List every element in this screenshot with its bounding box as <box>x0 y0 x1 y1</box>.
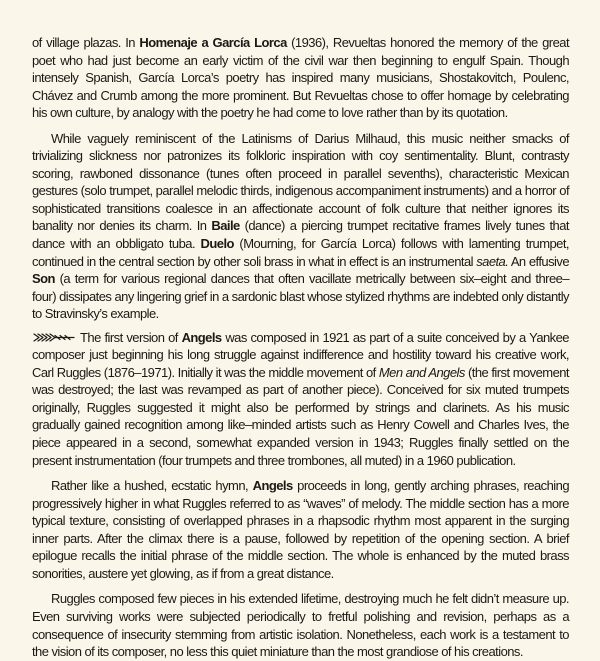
paragraph-text: (dance) a piercing trumpet recitative frames lively tunes that dance with an obbligato tuba. <box>32 218 569 252</box>
paragraph-text: (Mourning, for García Lorca) follows with lamenting trumpet, continued in the central section by other soli brass in what in effect is an instrumental <box>32 236 569 269</box>
paragraph-ruggles-revision <box>32 590 569 660</box>
paragraph-text: (1936), Revueltas honored the memory of the great poet who had just become an early victim of the civil war then beginning to engulf Spain. Though intensely Spanish, García Lorca’s poetry has inspired many musicians, Shostakovitch, Poulenc, Chávez and Crumb among the more prominent. But Revueltas chose to offer homage by celebrating his own culture, by analogy with the poetry he had come to love rather than by its quotation. <box>32 35 570 121</box>
movement-title-baile: Baile <box>211 218 240 234</box>
paragraph-text: of village plazas. In <box>32 35 140 50</box>
paragraph-milhaud <box>32 130 569 323</box>
work-title-homenaje: Homenaje a García Lorca <box>139 35 287 50</box>
paragraph-text: (the first movement was destroyed; the last was revamped as part of another piece). Conceived for six muted trumpets originally, Ruggles suggested it might also be performed by strings and clarinets. As his music gradually gained recognition among like–minded artists such as Henry Cowell and Charles Ives, the piece appeared in a second, somewhat expanded version in 1943; Ruggles finally settled on the present instrumentation (four trumpets and three trombones, all muted) in a 1960 publication. <box>32 364 569 468</box>
paragraph-text: Rather like a hushed, ecstatic hymn, <box>51 478 253 494</box>
work-title-men-and-angels: Men and Angels <box>378 364 465 380</box>
paragraph-text: proceeds in long, gently arching phrases, reaching progressively higher in what Ruggles referred to as “waves” of melody. The middle section has a more typical texture, consisting of overlapped phrases in a rhapsodic rhythm most apparent in the surging inner parts. After the climax there is a pause, followed by repetition of the opening section. A brief epilogue recalls the initial phrase of the middle section. The whole is enhanced by the muted brass sonorities, austere yet glowing, as if from a great distance. <box>32 478 569 581</box>
arrow-ornament-icon <box>32 332 76 343</box>
paragraph-homenaje <box>32 34 569 122</box>
movement-title-duelo: Duelo <box>200 236 234 252</box>
term-saeta: saeta. <box>476 253 509 269</box>
movement-title-son: Son <box>32 271 55 287</box>
paragraph-angels-description <box>32 477 569 582</box>
work-title-angels: Angels <box>181 329 222 345</box>
paragraph-text: Ruggles composed few pieces in his extended lifetime, destroying much he felt didn’t measure up. Even surviving works were subjected periodically to fretful polishing and revision, perhaps as a consequence of insecurity stemming from artistic isolation. Nonetheless, each work is a testament to the vision of its composer, no less this quiet miniature than the most grandiose of his creations. <box>32 591 569 660</box>
paragraph-text: was composed in 1921 as part of a suite conceived by a Yankee composer just beginning his long struggle against indifference and hostility toward his creative work, Carl Ruggles (1876–1971). Initially it was the middle movement of <box>32 329 569 380</box>
paragraph-text: An effusive <box>508 253 570 269</box>
paragraph-angels-history <box>32 329 569 469</box>
paragraph-text: The first version of <box>80 329 182 345</box>
paragraph-text: (a term for various regional dances that often vacillate metrically between six–eight and three–four) dissipates any lingering grief in a sardonic blast whose stylized rhythms are indebted only distantly to Stravinsky’s example. <box>32 271 569 322</box>
work-title-angels: Angels <box>252 478 293 494</box>
paragraph-text: While vaguely reminiscent of the Latinisms of Darius Milhaud, this music neither smacks of trivializing slickness nor patronizes its folkloric inspiration with coy sentimentality. Blunt, contrasty scoring, rawboned dissonance (tunes often proceed in parallel sevenths), characteristic Mexican gestures (solo trumpet, parallel melodic thirds, indigenous accompaniment instruments) and a horror of sophisticated transitions coalesce in an affectionate account of folk culture that neither ignores its banality nor denies its charm. In <box>32 130 569 234</box>
